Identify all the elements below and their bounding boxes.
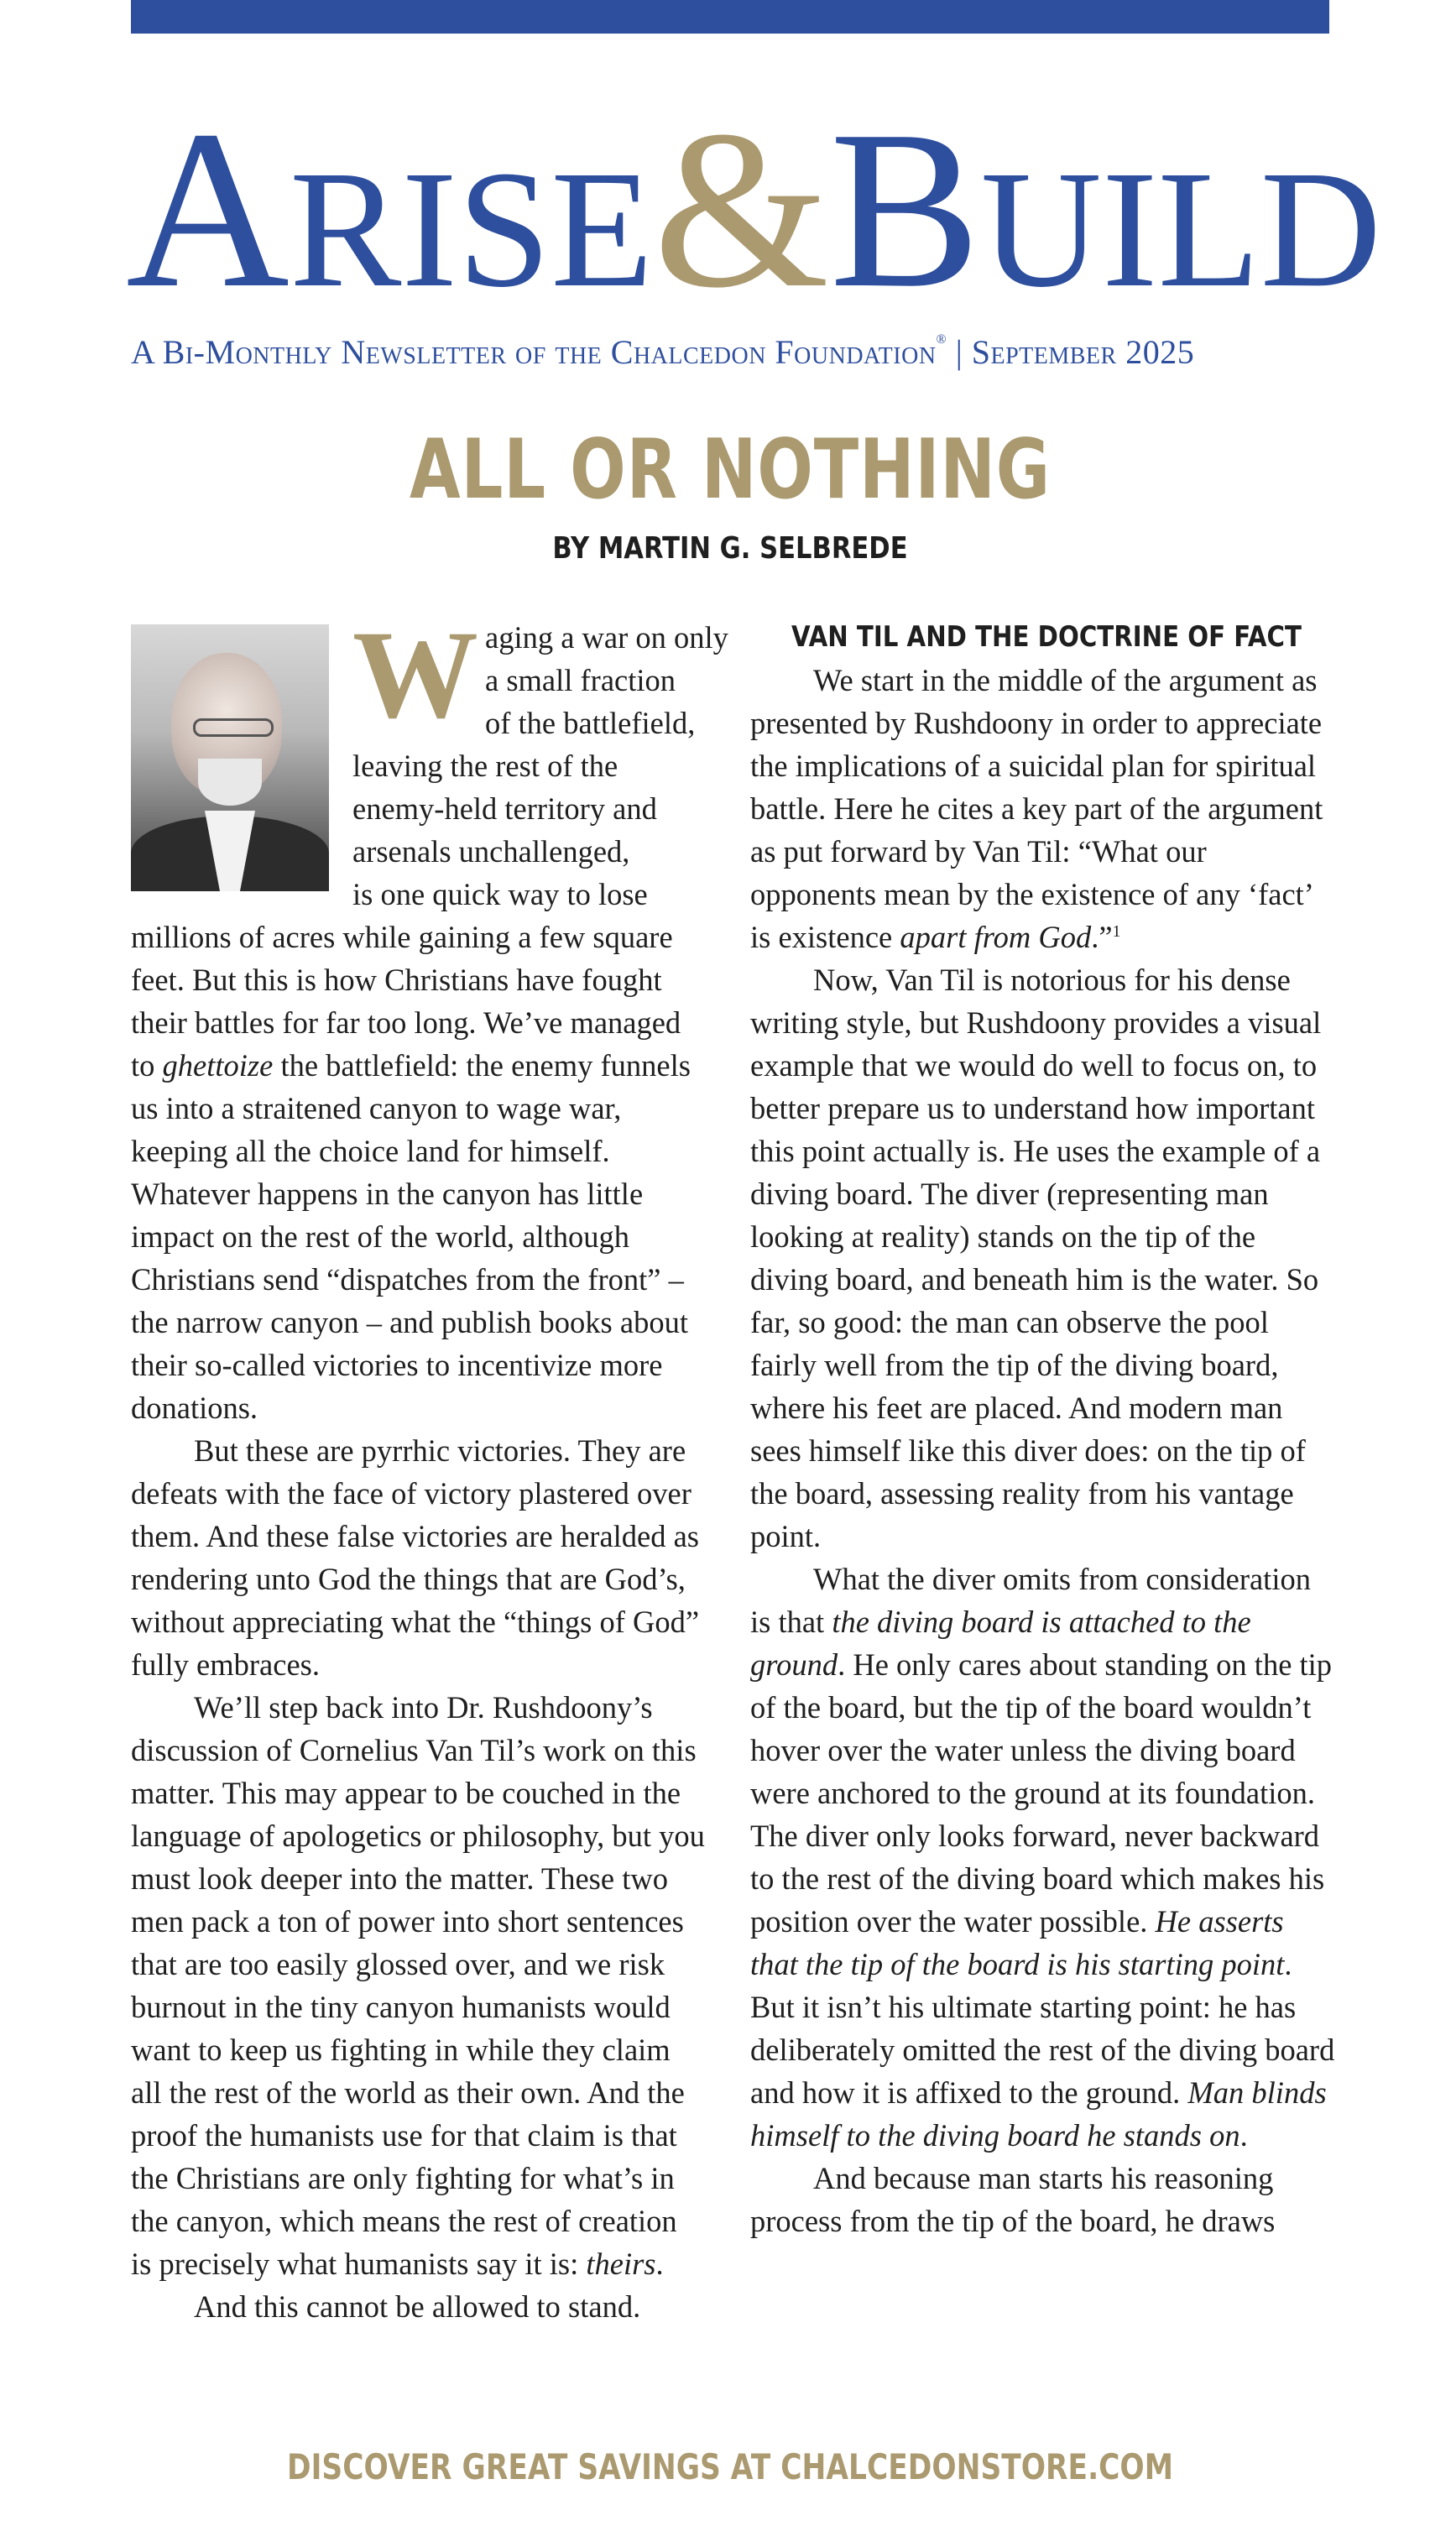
masthead-word-rise: RISE xyxy=(290,137,654,322)
right-p3-emphasis-3: Man blinds himself to the diving board he stands on xyxy=(750,2075,1327,2153)
paragraph-1-text-a: millions of acres while gaining a few square feet. But this is how Christians have fought their battles for far too long. We’ve managed to xyxy=(131,920,681,1083)
right-p1-text-b: .” xyxy=(1091,920,1113,954)
registered-mark: ® xyxy=(936,332,947,347)
right-paragraph-4: And because man starts his reasoning process from the tip of the board, he draws xyxy=(750,2161,1276,2238)
intro-line-1: aging a war on only xyxy=(485,620,728,655)
right-p3-text-c: . But it isn’t his ultimate starting point: he has deliberately omitted the rest of the diving board and how it is affixed to the ground. xyxy=(750,1947,1335,2110)
right-paragraph-2: Now, Van Til is notorious for his dense writing style, but Rushdoony provides a visual example that we would do well to focus on, to better prepare us to understand how important this point actually is. He uses the example of a diving board. The diver (representing man looking at reality) stands on the tip of the diving board, and beneath him is the water. So far, so good: the man can observe the pool fairly well from the tip of the diving board, where his feet are placed. And modern man sees himself like this diver does: on the tip of the board, assessing reality from his vantage point. xyxy=(750,963,1322,1553)
right-p1-text-a: We start in the middle of the argument as presented by Rushdoony in order to appreciate the implications of a suicidal plan for spiritual battle. Here he cites a key part of the argument as put forward by Van Til: “What our opponents mean by the existence of any ‘fact’ is existence xyxy=(750,663,1323,954)
right-p3-emphasis-2: He asserts that the tip of the board is his starting point xyxy=(750,1904,1285,1981)
top-color-bar xyxy=(131,0,1329,34)
intro-line-5: enemy-held territory and xyxy=(352,791,657,826)
author-photo xyxy=(131,624,329,891)
intro-line-6: arsenals unchallenged, xyxy=(352,834,630,869)
intro-line-2: a small fraction xyxy=(485,663,676,697)
right-p1-emphasis: apart from God xyxy=(900,920,1092,954)
newsletter-tagline xyxy=(131,332,1329,372)
photo-beard-shape xyxy=(198,759,262,806)
left-paragraph-3 xyxy=(131,1686,705,2285)
store-promo-footer: DISCOVER GREAT SAVINGS AT CHALCEDONSTORE.COM xyxy=(287,2446,1173,2487)
footnote-marker: 1 xyxy=(1112,921,1121,941)
left-paragraph-4: And this cannot be allowed to stand. xyxy=(194,2289,641,2324)
paragraph-3-text-a: We’ll step back into Dr. Rushdoony’s discussion of Cornelius Van Til’s work on this matter. This may appear to be couched in the language of apologetics or philosophy, but you must look deeper into the matter. These two men pack a ton of power into short sentences that are too easily glossed over, and we risk burnout in the tiny canyon humanists would want to keep us fighting in while they claim all the rest of the world as their own. And the proof the humanists use for that claim is that the Christians are only fighting for what’s in the canyon, which means the rest of creation is precisely what humanists say it is: xyxy=(131,1690,705,2281)
masthead-initial-a: A xyxy=(126,84,290,335)
masthead-initial-b: B xyxy=(829,84,981,335)
paragraph-3-emphasis: theirs xyxy=(586,2247,656,2281)
tagline-separator: | xyxy=(947,333,972,371)
article-right-column xyxy=(750,616,1338,2242)
right-p3-text-d: . xyxy=(1239,2118,1248,2153)
masthead-logo xyxy=(126,84,1382,335)
left-paragraph-2: But these are pyrrhic victories. They are defeats with the face of victory plastered over them. And these false victories are heralded as rendering unto God the things that are God’s, without appreciating what the “things of God” fully embraces. xyxy=(131,1433,700,1682)
section-heading: VAN TIL AND THE DOCTRINE OF FACT xyxy=(791,620,1302,654)
right-p3-emphasis-1: the diving board is attached to the ground xyxy=(750,1605,1251,1682)
article-byline: BY MARTIN G. SELBREDE xyxy=(552,531,908,566)
intro-line-4: leaving the rest of the xyxy=(352,749,618,783)
intro-line-7: is one quick way to lose xyxy=(352,877,648,911)
tagline-text: A Bi-Monthly Newsletter of the Chalcedon Foundation xyxy=(131,333,937,371)
paragraph-1-text-b: the battlefield: the enemy funnels us into a straitened canyon to wage war, keeping all the choice land for himself. Whatever happens in the canyon has little impact on the rest of the world, although Christians send “dispatches from the front” – the narrow canyon – and publish books about their so-called victories to incentivize more donations. xyxy=(131,1048,691,1425)
article-title: ALL OR NOTHING xyxy=(410,422,1051,518)
right-p3-text-b: . He only cares about standing on the tip of the board, but the tip of the board wouldn’t hover over the water unless the diving board were anchored to the ground at its foundation. The diver only looks forward, never backward to the rest of the diving board which makes his position over the water possible. xyxy=(750,1647,1333,1939)
issue-date: September 2025 xyxy=(971,333,1195,371)
paragraph-3-text-b: . xyxy=(655,2247,664,2281)
masthead-ampersand: & xyxy=(653,84,830,335)
drop-cap-letter: W xyxy=(352,605,478,744)
right-paragraph-1 xyxy=(750,659,1338,958)
photo-glasses-shape xyxy=(193,718,274,737)
article-left-column xyxy=(131,605,728,2328)
paragraph-1-emphasis: ghettoize xyxy=(162,1048,274,1083)
right-paragraph-3 xyxy=(750,1558,1338,2157)
masthead-word-build: UILD xyxy=(980,137,1382,322)
intro-line-3: of the battlefield, xyxy=(485,706,696,740)
right-p3-text-a: What the diver omits from consideration is that xyxy=(750,1562,1311,1639)
